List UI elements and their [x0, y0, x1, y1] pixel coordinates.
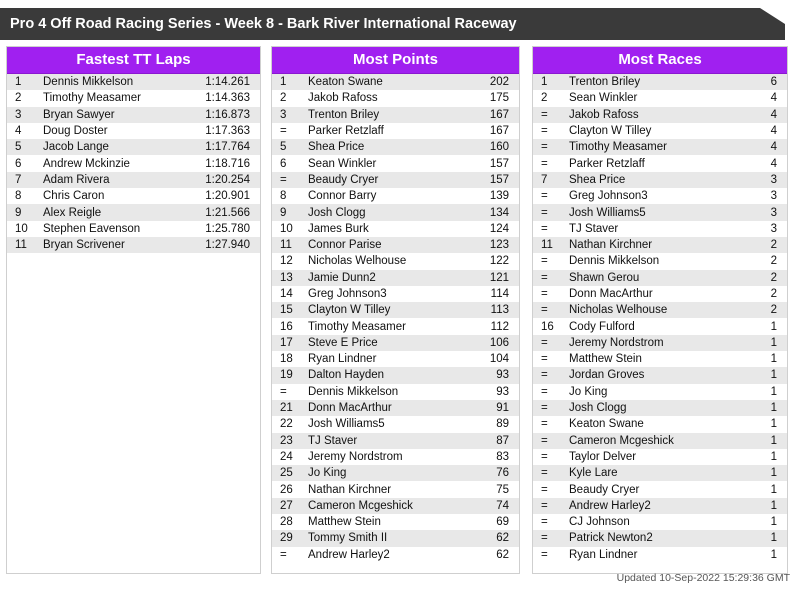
row-driver-name: Clayton W Tilley: [569, 125, 652, 138]
list-most-races: [533, 74, 787, 563]
table-row: [7, 107, 260, 123]
row-position: 4: [15, 125, 22, 138]
table-row: [7, 188, 260, 204]
row-value: 3: [770, 173, 777, 186]
row-value: 6: [770, 76, 777, 89]
table-row: [272, 221, 519, 237]
row-value: 202: [489, 76, 509, 89]
row-value: 1:17.764: [205, 141, 250, 154]
row-position: 28: [280, 516, 293, 529]
row-value: 124: [489, 222, 509, 235]
table-row: [272, 335, 519, 351]
row-driver-name: Andrew Mckinzie: [43, 157, 130, 170]
row-position: 3: [15, 108, 22, 121]
row-value: 75: [496, 483, 509, 496]
row-driver-name: Connor Barry: [308, 190, 377, 203]
table-row: [272, 139, 519, 155]
row-position: =: [541, 483, 548, 496]
row-driver-name: Jeremy Nordstrom: [308, 450, 403, 463]
row-position: 1: [280, 76, 287, 89]
row-position: 27: [280, 499, 293, 512]
table-row: [7, 155, 260, 171]
row-value: 1:14.261: [205, 76, 250, 89]
table-row: [272, 318, 519, 334]
table-row: [533, 514, 787, 530]
table-row: [272, 433, 519, 449]
row-position: 23: [280, 434, 293, 447]
table-row: [272, 123, 519, 139]
row-driver-name: Shea Price: [308, 141, 365, 154]
row-position: =: [541, 385, 548, 398]
table-row: [272, 74, 519, 90]
row-value: 157: [489, 173, 509, 186]
row-position: 24: [280, 450, 293, 463]
row-position: 3: [280, 108, 287, 121]
row-position: =: [541, 434, 548, 447]
table-row: [7, 74, 260, 90]
row-position: 13: [280, 271, 293, 284]
row-position: 2: [541, 92, 548, 105]
row-position: 7: [541, 173, 548, 186]
row-driver-name: TJ Staver: [569, 222, 619, 235]
row-value: 3: [770, 222, 777, 235]
row-driver-name: Timothy Measamer: [43, 92, 141, 105]
row-value: 1: [770, 467, 777, 480]
row-position: =: [541, 467, 548, 480]
table-row: [7, 204, 260, 220]
row-driver-name: Josh Williams5: [308, 418, 385, 431]
table-row: [533, 204, 787, 220]
table-row: [272, 547, 519, 563]
row-driver-name: Jo King: [308, 467, 347, 480]
row-driver-name: TJ Staver: [308, 434, 358, 447]
table-row: [272, 514, 519, 530]
row-value: 1: [770, 483, 777, 496]
row-value: 83: [496, 450, 509, 463]
table-row: [533, 90, 787, 106]
table-row: [533, 253, 787, 269]
row-value: 69: [496, 516, 509, 529]
panel-fastest-tt-laps: [6, 46, 261, 574]
row-driver-name: Matthew Stein: [308, 516, 381, 529]
row-position: 2: [15, 92, 22, 105]
row-value: 1: [770, 532, 777, 545]
row-position: =: [280, 125, 287, 138]
row-value: 1: [770, 336, 777, 349]
table-row: [533, 188, 787, 204]
row-position: =: [541, 271, 548, 284]
list-fastest-tt-laps: [7, 74, 260, 253]
row-driver-name: Dalton Hayden: [308, 369, 385, 382]
row-driver-name: Sean Winkler: [569, 92, 638, 105]
row-value: 1:17.363: [205, 125, 250, 138]
row-driver-name: Parker Retzlaff: [569, 157, 645, 170]
row-driver-name: Patrick Newton2: [569, 532, 653, 545]
table-row: [272, 384, 519, 400]
row-driver-name: Donn MacArthur: [569, 288, 653, 300]
row-driver-name: Timothy Measamer: [569, 141, 667, 154]
row-value: 4: [770, 125, 777, 138]
row-driver-name: Adam Rivera: [43, 173, 110, 186]
row-position: 18: [280, 353, 293, 366]
table-row: [272, 188, 519, 204]
table-row: [272, 90, 519, 106]
table-row: [533, 107, 787, 123]
row-value: 1:25.780: [205, 222, 250, 235]
table-row: [533, 302, 787, 318]
updated-timestamp: Updated 10-Sep-2022 15:29:36 GMT: [616, 572, 790, 584]
row-value: 1: [770, 499, 777, 512]
row-value: 139: [489, 190, 509, 203]
row-driver-name: Dennis Mikkelson: [569, 255, 660, 268]
row-driver-name: Jakob Rafoss: [569, 108, 639, 121]
row-driver-name: Jeremy Nordstrom: [569, 336, 664, 349]
row-driver-name: Keaton Swane: [308, 76, 383, 89]
row-value: 157: [489, 157, 509, 170]
row-driver-name: Doug Doster: [43, 125, 108, 138]
row-driver-name: Jamie Dunn2: [308, 271, 376, 284]
row-position: =: [541, 255, 548, 268]
row-position: 12: [280, 255, 293, 268]
row-value: 1: [770, 450, 777, 463]
row-driver-name: Nicholas Welhouse: [569, 304, 668, 317]
row-value: 76: [496, 467, 509, 480]
table-row: [533, 139, 787, 155]
table-row: [7, 123, 260, 139]
table-row: [272, 465, 519, 481]
list-most-points: [272, 74, 519, 563]
row-position: =: [541, 288, 548, 300]
row-value: 175: [489, 92, 509, 105]
row-driver-name: Ryan Lindner: [308, 353, 377, 366]
row-driver-name: Sean Winkler: [308, 157, 377, 170]
row-value: 4: [770, 141, 777, 154]
table-row: [272, 302, 519, 318]
table-row: [7, 221, 260, 237]
row-value: 91: [496, 402, 509, 415]
table-row: [533, 74, 787, 90]
row-position: 29: [280, 532, 293, 545]
table-row: [533, 318, 787, 334]
row-driver-name: Donn MacArthur: [308, 402, 392, 415]
row-driver-name: Josh Williams5: [569, 206, 646, 219]
table-row: [272, 270, 519, 286]
table-row: [272, 237, 519, 253]
row-position: 8: [15, 190, 22, 203]
table-row: [533, 286, 787, 302]
row-value: 1:21.566: [205, 206, 250, 219]
table-row: [7, 139, 260, 155]
row-driver-name: Chris Caron: [43, 190, 105, 203]
table-row: [272, 416, 519, 432]
row-position: 11: [15, 239, 27, 252]
row-driver-name: Cody Fulford: [569, 320, 635, 333]
table-row: [533, 449, 787, 465]
table-row: [272, 107, 519, 123]
row-position: =: [541, 190, 548, 203]
row-position: 19: [280, 369, 293, 382]
row-value: 1:14.363: [205, 92, 250, 105]
table-row: [272, 400, 519, 416]
table-row: [533, 547, 787, 563]
header-banner: [0, 8, 785, 40]
row-position: =: [541, 450, 548, 463]
row-value: 134: [489, 206, 509, 219]
row-driver-name: Taylor Delver: [569, 450, 637, 463]
row-driver-name: Dennis Mikkelson: [308, 385, 399, 398]
table-row: [272, 481, 519, 497]
row-position: 16: [541, 320, 554, 333]
row-value: 1: [770, 369, 777, 382]
panel-title-most-races: Most Races: [533, 47, 787, 74]
row-value: 2: [770, 271, 777, 284]
row-value: 1: [770, 516, 777, 529]
row-position: 6: [280, 157, 287, 170]
row-value: 2: [770, 288, 777, 300]
row-value: 4: [770, 92, 777, 105]
row-value: 89: [496, 418, 509, 431]
row-value: 160: [489, 141, 509, 154]
row-value: 87: [496, 434, 509, 447]
row-position: =: [280, 548, 287, 561]
row-value: 1: [770, 353, 777, 366]
row-position: 10: [15, 222, 28, 235]
row-driver-name: Bryan Sawyer: [43, 108, 115, 121]
table-row: [272, 172, 519, 188]
row-position: =: [541, 125, 548, 138]
table-row: [272, 204, 519, 220]
row-value: 4: [770, 108, 777, 121]
row-position: 1: [15, 76, 22, 89]
row-driver-name: Andrew Harley2: [308, 548, 390, 561]
row-value: 3: [770, 190, 777, 203]
table-row: [7, 237, 260, 253]
row-value: 1: [770, 402, 777, 415]
row-position: =: [541, 532, 548, 545]
row-position: =: [541, 418, 548, 431]
row-position: =: [541, 369, 548, 382]
table-row: [533, 123, 787, 139]
table-row: [272, 351, 519, 367]
row-position: 6: [15, 157, 22, 170]
panel-title-most-points: Most Points: [272, 47, 519, 74]
row-driver-name: Beaudy Cryer: [569, 483, 640, 496]
row-driver-name: Timothy Measamer: [308, 320, 406, 333]
row-driver-name: Ryan Lindner: [569, 548, 638, 561]
table-row: [533, 155, 787, 171]
table-row: [533, 465, 787, 481]
table-row: [533, 400, 787, 416]
row-driver-name: Kyle Lare: [569, 467, 618, 480]
row-position: =: [541, 206, 548, 219]
row-driver-name: Dennis Mikkelson: [43, 76, 134, 89]
row-position: 10: [280, 222, 293, 235]
row-driver-name: Stephen Eavenson: [43, 222, 141, 235]
row-position: 25: [280, 467, 293, 480]
row-driver-name: Jo King: [569, 385, 608, 398]
table-row: [533, 481, 787, 497]
row-value: 167: [489, 125, 509, 138]
row-driver-name: Cameron Mcgeshick: [308, 499, 413, 512]
table-row: [272, 498, 519, 514]
table-row: [533, 172, 787, 188]
row-position: =: [541, 516, 548, 529]
row-position: 26: [280, 483, 293, 496]
row-position: =: [541, 499, 548, 512]
row-position: =: [541, 304, 548, 317]
row-value: 123: [489, 239, 509, 252]
row-driver-name: Shea Price: [569, 173, 626, 186]
row-driver-name: Alex Reigle: [43, 206, 102, 219]
row-driver-name: Matthew Stein: [569, 353, 642, 366]
table-row: [533, 384, 787, 400]
row-driver-name: Josh Clogg: [308, 206, 366, 219]
row-value: 74: [496, 499, 509, 512]
row-position: =: [280, 385, 287, 398]
row-value: 2: [770, 239, 777, 252]
row-driver-name: Steve E Price: [308, 336, 378, 349]
row-position: =: [280, 173, 287, 186]
table-row: [533, 498, 787, 514]
row-position: =: [541, 353, 548, 366]
row-value: 1:27.940: [205, 239, 250, 252]
row-position: =: [541, 336, 548, 349]
table-row: [533, 530, 787, 546]
row-position: 15: [280, 304, 293, 317]
row-driver-name: Parker Retzlaff: [308, 125, 384, 138]
row-position: 21: [280, 402, 293, 415]
table-row: [272, 286, 519, 302]
row-value: 2: [770, 255, 777, 268]
page-title: Pro 4 Off Road Racing Series - Week 8 - Bark River International Raceway: [10, 16, 517, 32]
panel-title-fastest-tt-laps: Fastest TT Laps: [7, 47, 260, 74]
table-row: [533, 351, 787, 367]
row-driver-name: Nathan Kirchner: [308, 483, 392, 496]
row-position: =: [541, 108, 548, 121]
row-position: 7: [15, 173, 22, 186]
table-row: [272, 449, 519, 465]
row-value: 93: [496, 369, 509, 382]
table-row: [272, 530, 519, 546]
table-row: [533, 221, 787, 237]
row-position: 11: [541, 239, 553, 252]
row-position: 2: [280, 92, 287, 105]
row-value: 106: [489, 336, 509, 349]
row-value: 1: [770, 418, 777, 431]
row-value: 62: [496, 532, 509, 545]
row-value: 113: [490, 304, 509, 317]
row-position: =: [541, 222, 548, 235]
table-row: [533, 433, 787, 449]
row-value: 114: [490, 288, 509, 300]
row-driver-name: Trenton Briley: [569, 76, 641, 89]
row-position: 5: [15, 141, 22, 154]
row-value: 121: [489, 271, 509, 284]
table-row: [272, 253, 519, 269]
row-position: 16: [280, 320, 293, 333]
row-position: 14: [280, 288, 293, 300]
row-driver-name: Nathan Kirchner: [569, 239, 653, 252]
row-position: 9: [280, 206, 287, 219]
row-position: =: [541, 548, 548, 561]
row-driver-name: Cameron Mcgeshick: [569, 434, 674, 447]
row-driver-name: Greg Johnson3: [569, 190, 648, 203]
row-position: 5: [280, 141, 287, 154]
table-row: [533, 416, 787, 432]
row-value: 1:20.254: [205, 173, 250, 186]
row-driver-name: James Burk: [308, 222, 369, 235]
row-driver-name: CJ Johnson: [569, 516, 630, 529]
row-value: 62: [496, 548, 509, 561]
row-position: 8: [280, 190, 287, 203]
row-driver-name: Andrew Harley2: [569, 499, 651, 512]
panel-most-points: [271, 46, 520, 574]
row-driver-name: Connor Parise: [308, 239, 382, 252]
table-row: [7, 90, 260, 106]
row-position: 9: [15, 206, 22, 219]
table-row: [533, 367, 787, 383]
row-value: 1: [770, 320, 777, 333]
row-value: 93: [496, 385, 509, 398]
row-driver-name: Tommy Smith II: [308, 532, 388, 545]
row-driver-name: Nicholas Welhouse: [308, 255, 407, 268]
table-row: [533, 270, 787, 286]
row-value: 2: [770, 304, 777, 317]
row-value: 112: [490, 320, 509, 333]
row-driver-name: Jordan Groves: [569, 369, 645, 382]
row-position: 17: [280, 336, 293, 349]
row-value: 1: [770, 385, 777, 398]
row-position: 22: [280, 418, 293, 431]
row-position: =: [541, 141, 548, 154]
row-value: 4: [770, 157, 777, 170]
row-value: 1:18.716: [205, 157, 250, 170]
row-driver-name: Beaudy Cryer: [308, 173, 379, 186]
row-value: 1:16.873: [205, 108, 250, 121]
row-value: 104: [489, 353, 509, 366]
row-driver-name: Jacob Lange: [43, 141, 109, 154]
row-driver-name: Clayton W Tilley: [308, 304, 391, 317]
row-value: 3: [770, 206, 777, 219]
row-value: 1: [770, 548, 777, 561]
row-driver-name: Josh Clogg: [569, 402, 627, 415]
row-driver-name: Bryan Scrivener: [43, 239, 125, 252]
row-driver-name: Shawn Gerou: [569, 271, 640, 284]
table-row: [533, 335, 787, 351]
row-driver-name: Keaton Swane: [569, 418, 644, 431]
table-row: [272, 367, 519, 383]
table-row: [7, 172, 260, 188]
row-value: 167: [489, 108, 509, 121]
table-row: [272, 155, 519, 171]
row-value: 122: [489, 255, 509, 268]
table-row: [533, 237, 787, 253]
row-position: =: [541, 402, 548, 415]
row-driver-name: Trenton Briley: [308, 108, 380, 121]
row-driver-name: Greg Johnson3: [308, 288, 387, 300]
row-position: 11: [280, 239, 292, 252]
row-driver-name: Jakob Rafoss: [308, 92, 378, 105]
panel-most-races: [532, 46, 788, 574]
row-position: =: [541, 157, 548, 170]
row-position: 1: [541, 76, 548, 89]
row-value: 1:20.901: [205, 190, 250, 203]
row-value: 1: [770, 434, 777, 447]
